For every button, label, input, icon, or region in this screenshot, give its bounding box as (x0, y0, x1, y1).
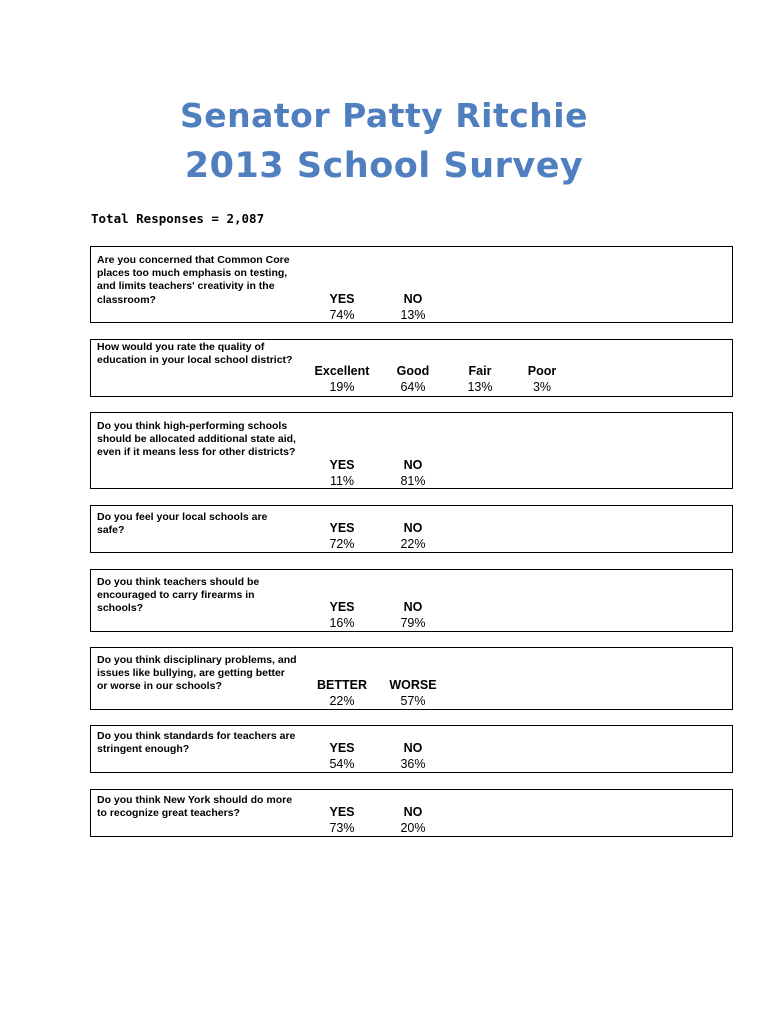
option-value-fair: 13% (467, 380, 493, 394)
page-title-line1: Senator Patty Ritchie (180, 96, 588, 135)
option-label-yes: YES (329, 600, 355, 614)
question-text: Do you think high-performing schools should be allocated additional state aid, even if it means less for other districts? (97, 420, 296, 459)
option-value-better: 22% (329, 694, 355, 708)
question-box-2 (90, 339, 733, 397)
option-value-poor: 3% (532, 380, 552, 394)
option-value-no: 81% (400, 474, 426, 488)
option-label-yes: YES (329, 805, 355, 819)
option-label-worse: WORSE (389, 678, 437, 692)
option-value-yes: 72% (329, 537, 355, 551)
question-text: Do you think teachers should be encouraged to carry firearms in schools? (97, 576, 260, 615)
option-value-yes: 74% (329, 308, 355, 322)
option-label-excellent: Excellent (314, 364, 370, 378)
question-text: Do you think standards for teachers are stringent enough? (97, 730, 296, 756)
option-label-no: NO (403, 805, 423, 819)
option-value-yes: 73% (329, 821, 355, 835)
option-value-no: 22% (400, 537, 426, 551)
option-label-no: NO (403, 600, 423, 614)
question-text: Do you think disciplinary problems, and issues like bullying, are getting better or worse in our schools? (97, 654, 297, 693)
option-label-yes: YES (329, 458, 355, 472)
option-value-yes: 11% (329, 474, 355, 488)
question-text: Are you concerned that Common Core places too much emphasis on testing, and limits teachers' creativity in the classroom? (97, 254, 290, 306)
question-text: Do you feel your local schools are safe? (97, 511, 268, 537)
option-label-no: NO (403, 292, 423, 306)
option-label-no: NO (403, 521, 423, 535)
question-box-7 (90, 725, 733, 773)
option-label-fair: Fair (468, 364, 492, 378)
option-label-yes: YES (329, 292, 355, 306)
page-title-line2: 2013 School Survey (184, 146, 584, 186)
question-text: How would you rate the quality of education in your local school district? (97, 341, 293, 367)
question-box-1 (90, 246, 733, 323)
option-label-yes: YES (329, 521, 355, 535)
question-box-5 (90, 569, 733, 632)
option-value-yes: 16% (329, 616, 355, 630)
option-value-no: 36% (400, 757, 426, 771)
question-text: Do you think New York should do more to recognize great teachers? (97, 794, 293, 820)
question-box-6 (90, 647, 733, 710)
option-value-worse: 57% (400, 694, 426, 708)
question-box-8 (90, 789, 733, 837)
question-box-3 (90, 412, 733, 489)
option-value-yes: 54% (329, 757, 355, 771)
option-label-better: BETTER (317, 678, 367, 692)
option-label-good: Good (396, 364, 430, 378)
option-label-yes: YES (329, 741, 355, 755)
option-value-no: 79% (400, 616, 426, 630)
option-value-excellent: 19% (329, 380, 355, 394)
question-box-4 (90, 505, 733, 553)
total-responses: Total Responses = 2,087 (91, 211, 265, 226)
option-label-no: NO (403, 741, 423, 755)
option-label-poor: Poor (527, 364, 557, 378)
option-value-good: 64% (400, 380, 426, 394)
option-value-no: 13% (400, 308, 426, 322)
option-value-no: 20% (400, 821, 426, 835)
option-label-no: NO (403, 458, 423, 472)
